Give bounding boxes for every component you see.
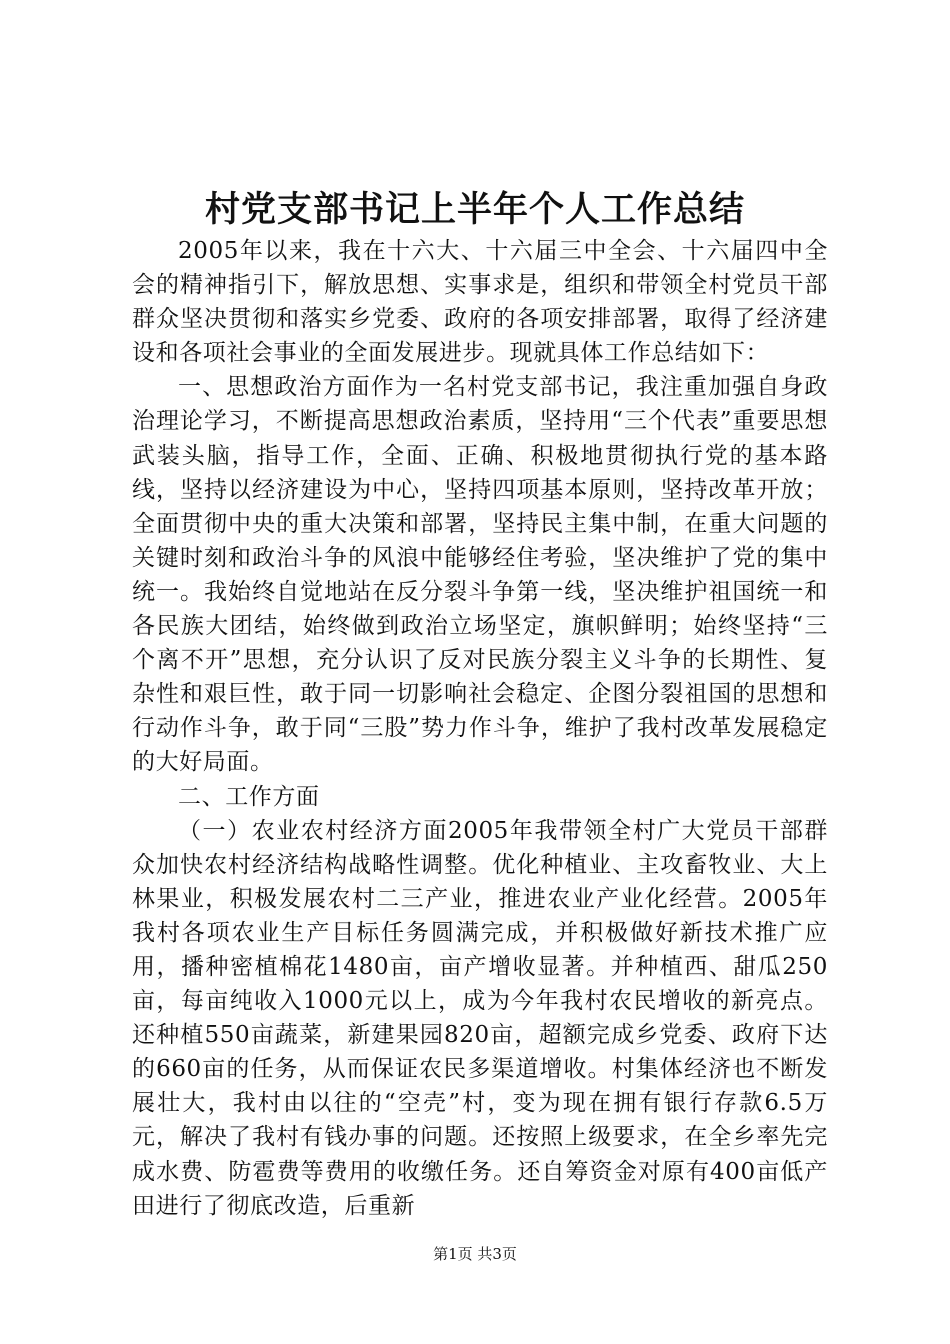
- document-body: [132, 234, 828, 1223]
- section-heading-work: 二、工作方面: [178, 783, 320, 810]
- paragraph-intro: 2005年以来，我在十六大、十六届三中全会、十六届四中全会的精神指引下，解放思想、实事求是，组织和带领全村党员干部群众坚决贯彻和落实乡党委、政府的各项安排部署，取得了经济建设和各项社会事业的全面发展进步。现就具体工作总结如下：: [132, 238, 828, 367]
- page-footer: 第1页 共3页: [433, 1245, 517, 1263]
- paragraph-ideology: 一、思想政治方面作为一名村党支部书记，我注重加强自身政治理论学习，不断提高思想政治素质，坚持用“三个代表”重要思想武装头脑，指导工作，全面、正确、积极地贯彻执行党的基本路线，坚持以经济建设为中心，坚持四项基本原则，坚持改革开放；全面贯彻中央的重大决策和部署，坚持民主集中制，在重大问题的关键时刻和政治斗争的风浪中能够经住考验，坚决维护了党的集中统一。我始终自觉地站在反分裂斗争第一线，坚决维护祖国统一和各民族大团结，始终做到政治立场坚定，旗帜鲜明；始终坚持“三个离不开”思想，充分认识了反对民族分裂主义斗争的长期性、复杂性和艰巨性，敢于同一切影响社会稳定、企图分裂祖国的思想和行动作斗争，敢于同“三股”势力作斗争，维护了我村改革发展稳定的大好局面。: [132, 374, 828, 776]
- paragraph-agriculture: （一）农业农村经济方面2005年我带领全村广大党员干部群众加快农村经济结构战略性调整。优化种植业、主攻畜牧业、大上林果业，积极发展农村二三产业，推进农业产业化经营。2005年我村各项农业生产目标任务圆满完成，并积极做好新技术推广应用，播种密植棉花1480亩，亩产增收显著。并种植西、甜瓜250亩，每亩纯收入1000元以上，成为今年我村农民增收的新亮点。还种植550亩蔬菜，新建果园820亩，超额完成乡党委、政府下达的660亩的任务，从而保证农民多渠道增收。村集体经济也不断发展壮大，我村由以往的“空壳”村，变为现在拥有银行存款6.5万元，解决了我村有钱办事的问题。还按照上级要求，在全乡率先完成水费、防雹费等费用的收缴任务。还自筹资金对原有400亩低产田进行了彻底改造，后重新: [132, 817, 828, 1219]
- document-title: 村党支部书记上半年个人工作总结: [204, 189, 745, 230]
